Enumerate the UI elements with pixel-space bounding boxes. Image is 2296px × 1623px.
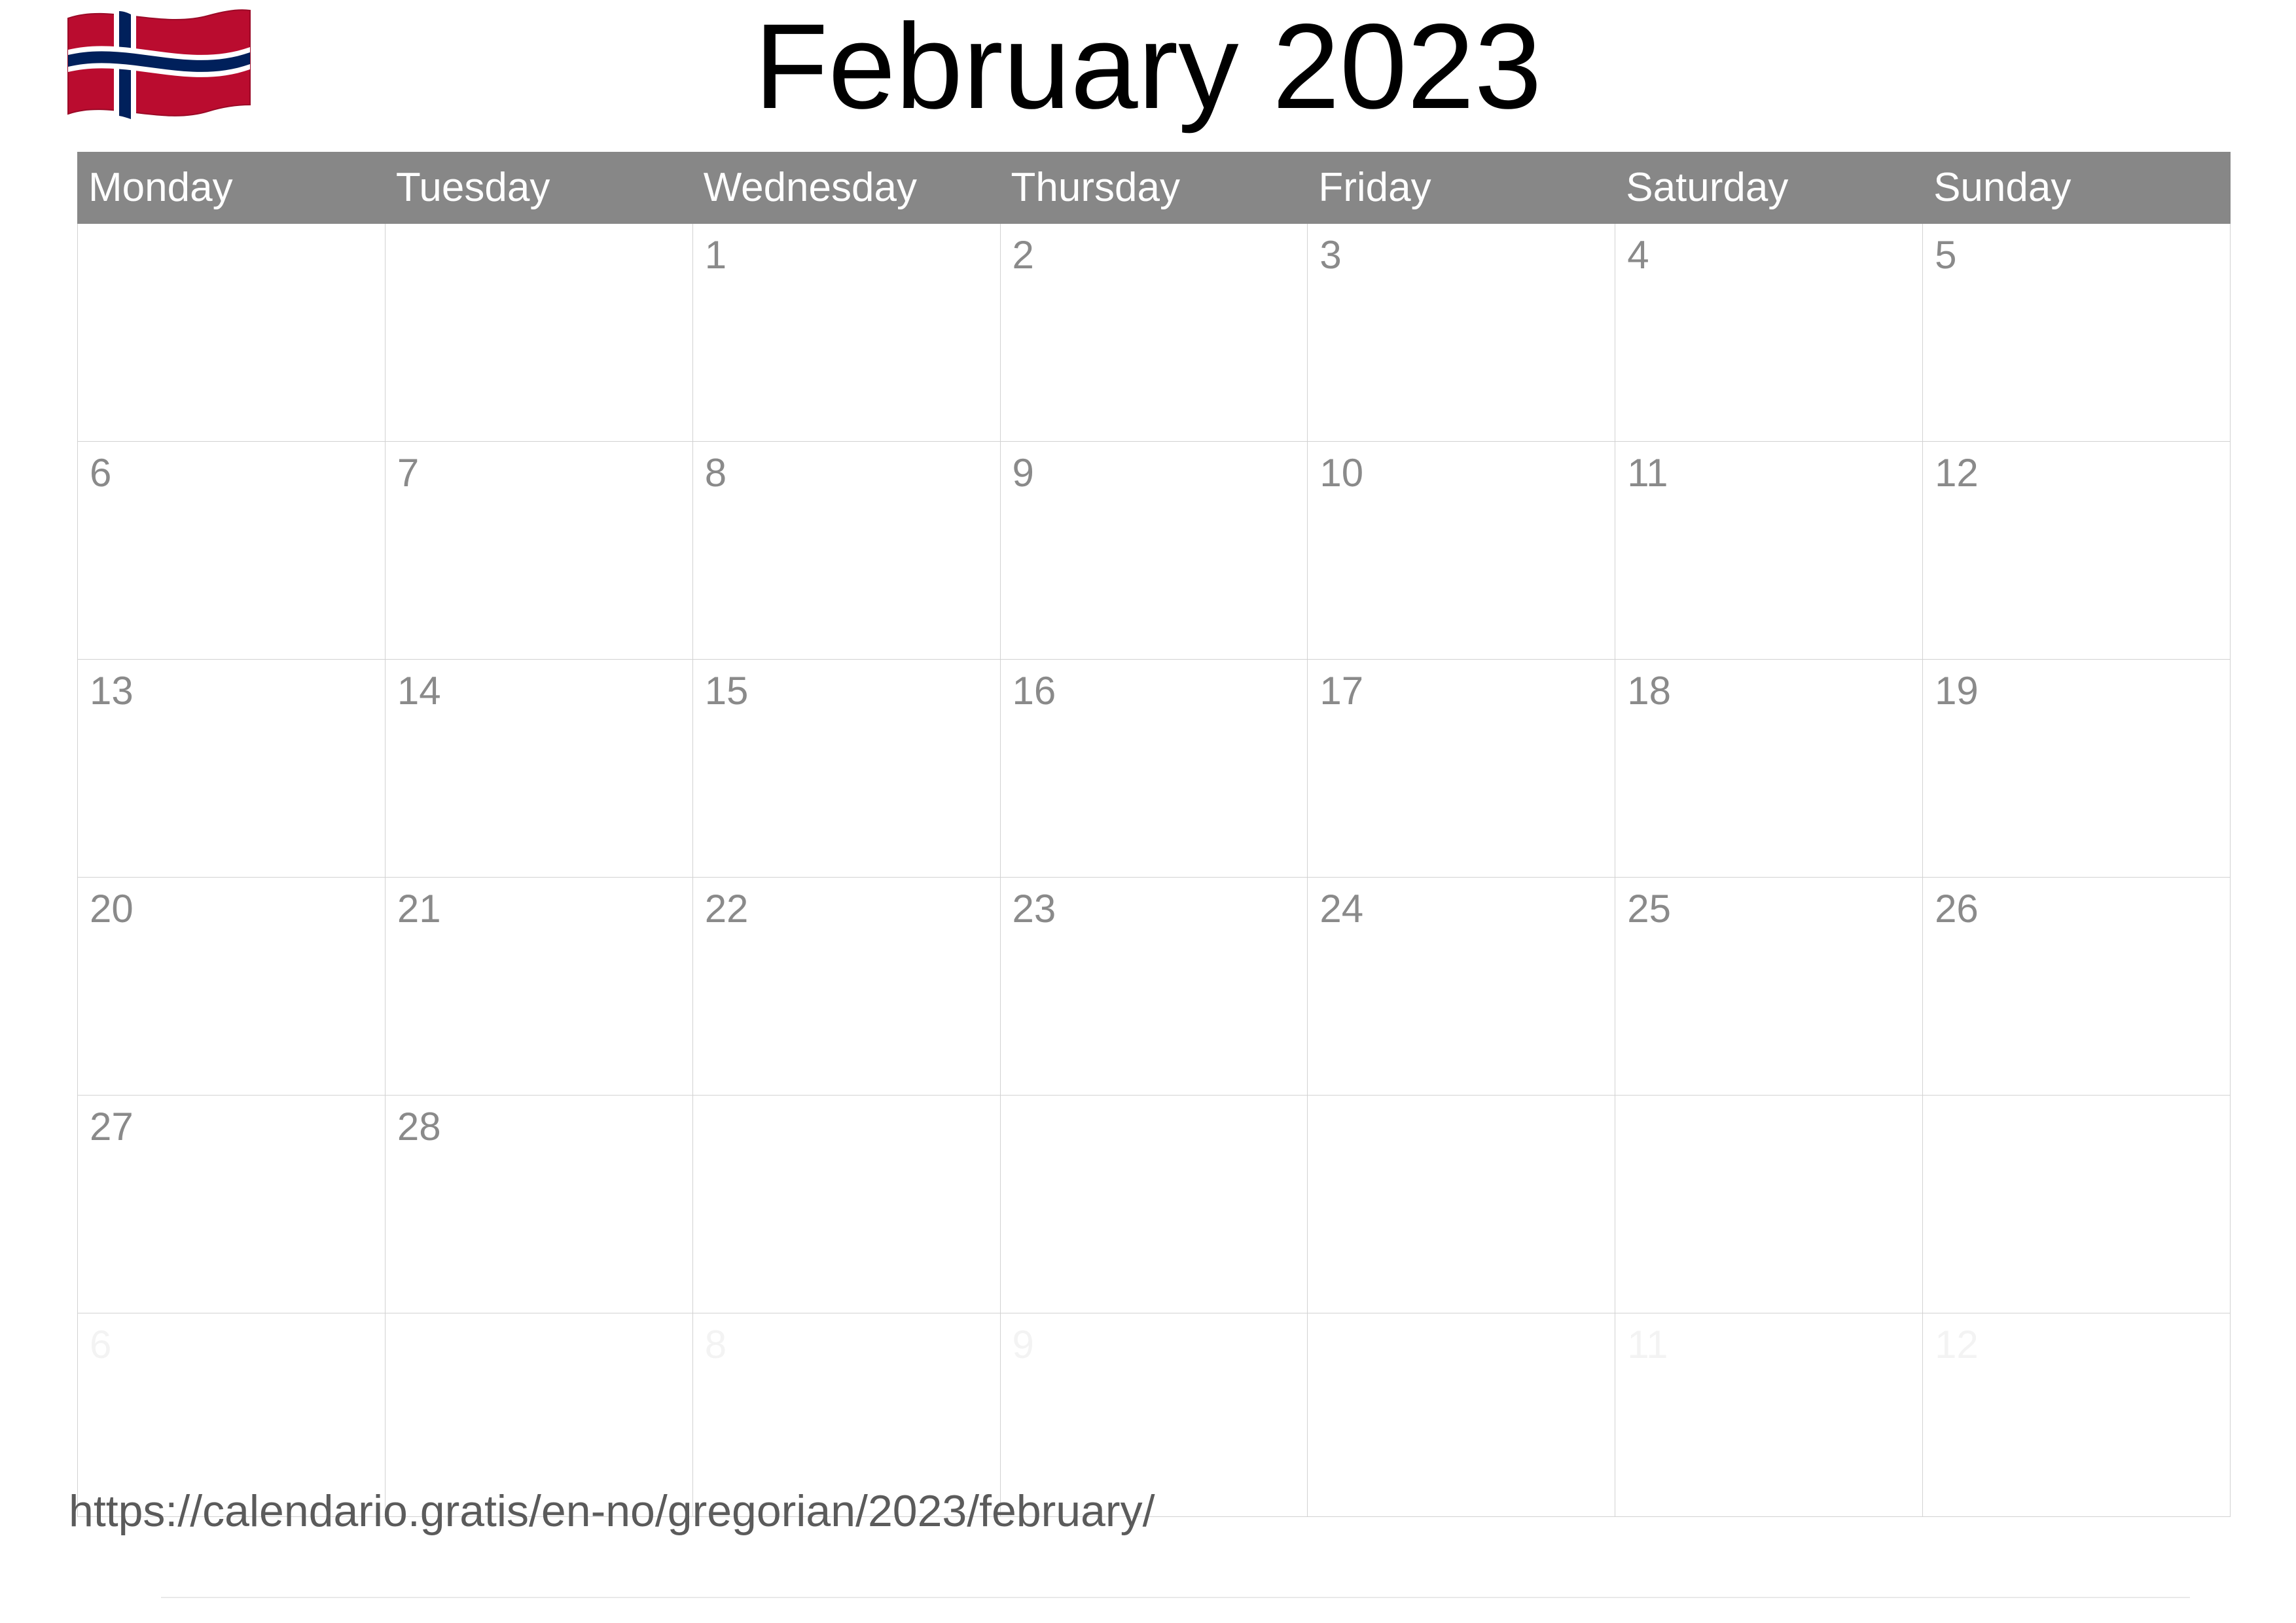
day-number: 14 bbox=[397, 669, 441, 713]
page-header bbox=[0, 0, 2296, 147]
day-cell[interactable] bbox=[1000, 660, 1308, 878]
day-number: 5 bbox=[1935, 233, 1957, 277]
week-row bbox=[78, 1096, 2231, 1313]
day-number: 8 bbox=[704, 1323, 727, 1366]
day-cell[interactable] bbox=[1308, 1313, 1615, 1517]
day-cell[interactable] bbox=[1308, 1096, 1615, 1313]
day-number: 27 bbox=[90, 1105, 134, 1149]
day-cell[interactable] bbox=[692, 660, 1000, 878]
day-cell[interactable] bbox=[78, 1096, 386, 1313]
day-cell[interactable] bbox=[692, 442, 1000, 660]
day-cell[interactable] bbox=[1000, 442, 1308, 660]
day-number: 6 bbox=[90, 451, 112, 495]
weekday-header-thursday: Thursday bbox=[1000, 152, 1308, 224]
day-cell[interactable] bbox=[1000, 878, 1308, 1096]
week-row bbox=[78, 878, 2231, 1096]
day-number: 24 bbox=[1319, 887, 1364, 931]
day-number: 7 bbox=[397, 451, 420, 495]
day-cell[interactable] bbox=[1923, 442, 2231, 660]
weekday-header-wednesday: Wednesday bbox=[692, 152, 1000, 224]
day-number: 13 bbox=[90, 669, 134, 713]
day-cell[interactable] bbox=[1000, 1096, 1308, 1313]
day-cell[interactable] bbox=[78, 442, 386, 660]
bottom-divider bbox=[161, 1597, 2190, 1598]
day-number: 26 bbox=[1935, 887, 1979, 931]
day-cell[interactable] bbox=[692, 878, 1000, 1096]
weekday-header-sunday: Sunday bbox=[1923, 152, 2231, 224]
day-number: 11 bbox=[1627, 1323, 1668, 1366]
day-cell[interactable] bbox=[1923, 1096, 2231, 1313]
day-number: 6 bbox=[90, 1323, 112, 1366]
day-number: 9 bbox=[1012, 451, 1034, 495]
day-cell[interactable] bbox=[78, 878, 386, 1096]
day-cell[interactable] bbox=[692, 224, 1000, 442]
day-number: 17 bbox=[1319, 669, 1364, 713]
day-cell[interactable] bbox=[1923, 878, 2231, 1096]
day-number: 18 bbox=[1627, 669, 1671, 713]
day-cell[interactable] bbox=[78, 660, 386, 878]
day-number: 2 bbox=[1012, 233, 1034, 277]
day-cell[interactable] bbox=[1615, 1096, 1923, 1313]
day-cell[interactable] bbox=[1923, 1313, 2231, 1517]
day-number: 3 bbox=[1319, 233, 1342, 277]
day-number: 1 bbox=[704, 233, 727, 277]
day-cell[interactable] bbox=[385, 1096, 692, 1313]
day-number: 12 bbox=[1935, 1323, 1979, 1366]
day-cell[interactable] bbox=[1308, 442, 1615, 660]
day-number: 21 bbox=[397, 887, 441, 931]
day-number: 4 bbox=[1627, 233, 1649, 277]
weekday-header-tuesday: Tuesday bbox=[385, 152, 692, 224]
day-number: 12 bbox=[1935, 451, 1979, 495]
day-number: 10 bbox=[1319, 451, 1364, 495]
day-number: 28 bbox=[397, 1105, 441, 1149]
day-cell[interactable] bbox=[1000, 224, 1308, 442]
day-number: 20 bbox=[90, 887, 134, 931]
day-cell[interactable] bbox=[385, 224, 692, 442]
day-number: 25 bbox=[1627, 887, 1671, 931]
month-calendar bbox=[77, 152, 2231, 1517]
day-number: 16 bbox=[1012, 669, 1056, 713]
day-cell[interactable] bbox=[1923, 660, 2231, 878]
day-cell[interactable] bbox=[1615, 878, 1923, 1096]
week-row bbox=[78, 224, 2231, 442]
day-number: 19 bbox=[1935, 669, 1979, 713]
day-cell[interactable] bbox=[1308, 878, 1615, 1096]
weekday-header-friday: Friday bbox=[1308, 152, 1615, 224]
day-number: 11 bbox=[1627, 451, 1668, 495]
week-row bbox=[78, 442, 2231, 660]
day-cell[interactable] bbox=[1923, 224, 2231, 442]
day-cell[interactable] bbox=[385, 878, 692, 1096]
day-cell[interactable] bbox=[78, 224, 386, 442]
day-number: 22 bbox=[704, 887, 749, 931]
weekday-header-monday: Monday bbox=[78, 152, 386, 224]
day-cell[interactable] bbox=[1615, 1313, 1923, 1517]
day-cell[interactable] bbox=[1615, 224, 1923, 442]
source-url[interactable]: https://calendario.gratis/en-no/gregorian/2023/february/ bbox=[69, 1486, 1155, 1536]
weekday-header-row bbox=[78, 152, 2231, 224]
day-cell[interactable] bbox=[385, 660, 692, 878]
day-cell[interactable] bbox=[1308, 660, 1615, 878]
day-cell[interactable] bbox=[692, 1096, 1000, 1313]
weekday-header-saturday: Saturday bbox=[1615, 152, 1923, 224]
week-row bbox=[78, 660, 2231, 878]
page-title: February 2023 bbox=[754, 0, 1542, 134]
day-number: 23 bbox=[1012, 887, 1056, 931]
day-number: 15 bbox=[704, 669, 749, 713]
day-number: 8 bbox=[704, 451, 727, 495]
day-cell[interactable] bbox=[385, 442, 692, 660]
day-cell[interactable] bbox=[1615, 660, 1923, 878]
day-cell[interactable] bbox=[1308, 224, 1615, 442]
day-cell[interactable] bbox=[1615, 442, 1923, 660]
day-number: 9 bbox=[1012, 1323, 1034, 1366]
